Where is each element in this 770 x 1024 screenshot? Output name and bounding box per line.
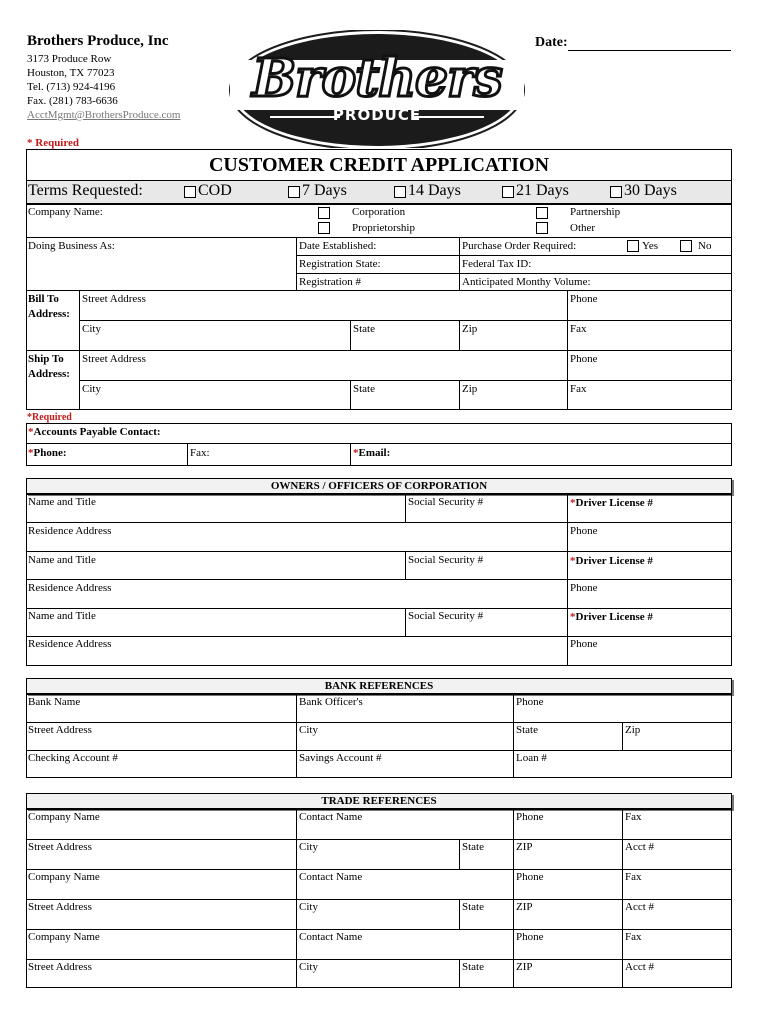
trade3-street-label: Street Address [28, 961, 92, 973]
owner3-name-label: Name and Title [28, 610, 96, 622]
savings-label: Savings Account # [299, 752, 382, 764]
owner2-driver-label [570, 555, 653, 568]
po-no-checkbox[interactable] [680, 240, 692, 252]
company-fax: Fax. (281) 783-6636 [27, 95, 118, 107]
ship-city-label: City [82, 383, 101, 395]
trade3-city-label: City [299, 961, 318, 973]
proprietorship-label: Proprietorship [352, 222, 415, 234]
owner3-ssn-label: Social Security # [408, 610, 484, 622]
owner1-residence-label: Residence Address [28, 525, 112, 537]
date-label: Date: [535, 35, 568, 50]
dba-label: Doing Business As: [28, 240, 115, 252]
company-name: Brothers Produce, Inc [27, 33, 169, 49]
address-line2: Houston, TX 77023 [27, 67, 115, 79]
trade1-zip-label: ZIP [516, 841, 533, 853]
trade3-phone-label: Phone [516, 931, 544, 943]
trade1-acct-label: Acct # [625, 841, 655, 853]
owner3-driver-label [570, 611, 653, 624]
ship-street-label: Street Address [82, 353, 146, 365]
trade3-company-label: Company Name [28, 931, 100, 943]
registration-state-label: Registration State: [299, 258, 381, 270]
logo-wordmark: Brothers [252, 48, 502, 109]
monthly-volume-label: Anticipated Monthy Volume: [462, 276, 591, 288]
cod-label: COD [198, 182, 232, 199]
ship-state-label: State [353, 383, 375, 395]
partnership-label: Partnership [570, 206, 621, 218]
bill-zip-label: Zip [462, 323, 478, 335]
checking-label: Checking Account # [28, 752, 118, 764]
loan-label: Loan # [516, 752, 547, 764]
trade3-fax-label: Fax [625, 931, 642, 943]
owner1-name-label: Name and Title [28, 496, 96, 508]
trade1-contact-label: Contact Name [299, 811, 363, 823]
bill-fax-label: Fax [570, 323, 587, 335]
30days-checkbox[interactable] [610, 186, 622, 198]
owner3-residence-label: Residence Address [28, 638, 112, 650]
trade3-zip-label: ZIP [516, 961, 533, 973]
owner2-driver-star: * [570, 555, 576, 567]
ap-contact-text: Accounts Payable Contact: [33, 426, 161, 438]
owner3-driver-text: Driver License # [575, 611, 653, 623]
ap-email-text: Email: [358, 447, 391, 459]
bank-city-label: City [299, 724, 318, 736]
trade2-acct-label: Acct # [625, 901, 655, 913]
owner1-phone-label: Phone [570, 525, 598, 537]
7days-label: 7 Days [302, 182, 347, 199]
ship-to-label: Ship To [28, 353, 64, 365]
po-required-label: Purchase Order Required: [462, 240, 577, 252]
company-tel: Tel. (713) 924-4196 [27, 81, 116, 93]
bill-to-address-label: Address: [28, 308, 70, 320]
bill-city-label: City [82, 323, 101, 335]
po-yes-checkbox[interactable] [627, 240, 639, 252]
ap-email-label [353, 447, 390, 460]
owner3-driver-star: * [570, 611, 576, 623]
company-address [27, 52, 180, 122]
owner2-ssn-label: Social Security # [408, 554, 484, 566]
brothers-logo [222, 30, 532, 148]
trade1-fax-label: Fax [625, 811, 642, 823]
po-no-label: No [698, 240, 712, 252]
ap-phone-star: * [28, 447, 34, 459]
ship-phone-label: Phone [570, 353, 598, 365]
owners-header: OWNERS / OFFICERS OF CORPORATION [26, 478, 732, 494]
ap-fax-label: Fax: [190, 447, 210, 459]
trade-header: TRADE REFERENCES [26, 793, 732, 809]
company-name-label: Company Name: [28, 206, 103, 218]
terms-label: Terms Requested: [28, 182, 143, 199]
ship-fax-label: Fax [570, 383, 587, 395]
owner2-driver-text: Driver License # [575, 555, 653, 567]
trade3-state-label: State [462, 961, 484, 973]
required-note: * Required [27, 137, 80, 149]
trade2-fax-label: Fax [625, 871, 642, 883]
14days-label: 14 Days [408, 182, 461, 199]
owner1-driver-text: Driver License # [575, 497, 653, 509]
30days-label: 30 Days [624, 182, 677, 199]
owner2-phone-label: Phone [570, 582, 598, 594]
trade2-phone-label: Phone [516, 871, 544, 883]
bill-state-label: State [353, 323, 375, 335]
bill-street-label: Street Address [82, 293, 146, 305]
bank-street-label: Street Address [28, 724, 92, 736]
page-title: CUSTOMER CREDIT APPLICATION [208, 154, 550, 176]
trade2-street-label: Street Address [28, 901, 92, 913]
owner1-driver-star: * [570, 497, 576, 509]
trade1-city-label: City [299, 841, 318, 853]
date-field[interactable] [568, 50, 731, 51]
other-checkbox[interactable] [536, 222, 548, 234]
ship-to-address-label: Address: [28, 368, 70, 380]
owner2-residence-label: Residence Address [28, 582, 112, 594]
ap-contact-label [28, 426, 161, 439]
owner1-ssn-label: Social Security # [408, 496, 484, 508]
trade2-company-label: Company Name [28, 871, 100, 883]
21days-checkbox[interactable] [502, 186, 514, 198]
trade2-state-label: State [462, 901, 484, 913]
21days-label: 21 Days [516, 182, 569, 199]
trade2-contact-label: Contact Name [299, 871, 363, 883]
trade1-street-label: Street Address [28, 841, 92, 853]
title-bar [26, 149, 732, 181]
owner3-phone-label: Phone [570, 638, 598, 650]
logo-subtitle: PRODUCE [332, 106, 422, 124]
ap-email-star: * [353, 447, 359, 459]
ap-contact-star: * [28, 426, 34, 438]
address-line1: 3173 Produce Row [27, 53, 112, 65]
owner2-name-label: Name and Title [28, 554, 96, 566]
trade1-state-label: State [462, 841, 484, 853]
bank-phone-label: Phone [516, 696, 544, 708]
trade1-phone-label: Phone [516, 811, 544, 823]
bank-officer-label: Bank Officer's [299, 696, 363, 708]
proprietorship-checkbox[interactable] [318, 222, 330, 234]
corporation-checkbox[interactable] [318, 207, 330, 219]
owners-section [26, 494, 732, 666]
trade2-city-label: City [299, 901, 318, 913]
ap-phone-text: Phone: [33, 447, 67, 459]
date-established-label: Date Established: [299, 240, 377, 252]
other-label: Other [570, 222, 596, 234]
company-email-link[interactable]: AcctMgmt@BrothersProduce.com [27, 109, 181, 121]
7days-checkbox[interactable] [288, 186, 300, 198]
bank-header: BANK REFERENCES [26, 678, 732, 694]
cod-checkbox[interactable] [184, 186, 196, 198]
trade2-zip-label: ZIP [516, 901, 533, 913]
trade3-contact-label: Contact Name [299, 931, 363, 943]
owner1-driver-label [570, 497, 653, 510]
14days-checkbox[interactable] [394, 186, 406, 198]
ap-phone-label [28, 447, 67, 460]
federal-tax-label: Federal Tax ID: [462, 258, 532, 270]
bank-zip-label: Zip [625, 724, 641, 736]
bank-state-label: State [516, 724, 538, 736]
required-note-2: *Required [27, 412, 72, 423]
trade1-company-label: Company Name [28, 811, 100, 823]
ship-zip-label: Zip [462, 383, 478, 395]
po-yes-label: Yes [642, 240, 659, 252]
bill-to-label: Bill To [28, 293, 59, 305]
trade3-acct-label: Acct # [625, 961, 655, 973]
bank-name-label: Bank Name [28, 696, 81, 708]
bill-phone-label: Phone [570, 293, 598, 305]
registration-number-label: Registration # [299, 276, 362, 288]
partnership-checkbox[interactable] [536, 207, 548, 219]
corporation-label: Corporation [352, 206, 406, 218]
